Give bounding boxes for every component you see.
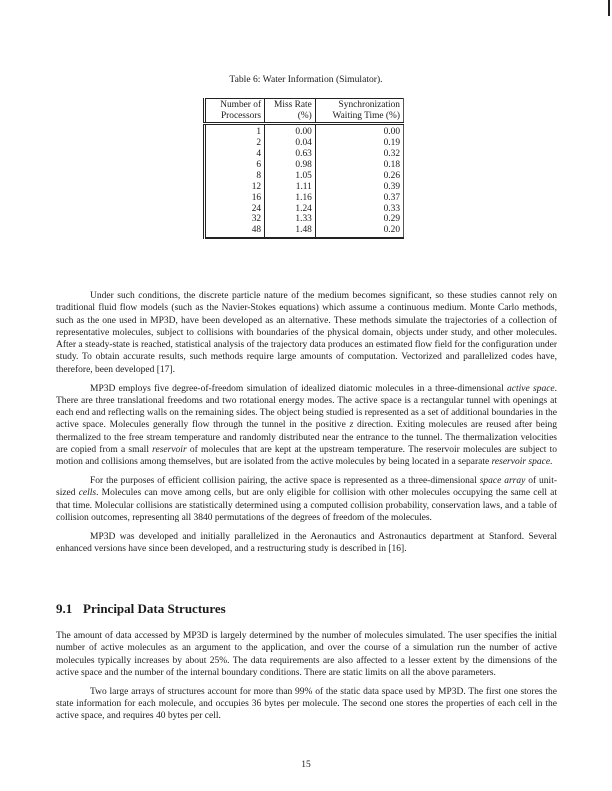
- paragraph-3-text-b: of unit-sized: [56, 476, 558, 499]
- header-sync-waiting: [315, 99, 403, 124]
- cell-sync-waiting: 0.32: [383, 149, 400, 159]
- cell-sync-waiting: 0.26: [383, 170, 400, 181]
- cell-processors: 1: [205, 124, 265, 138]
- cell-processors: 8: [205, 171, 265, 182]
- water-information-table: [203, 98, 404, 239]
- cell-miss-rate: 1.05: [265, 171, 316, 182]
- term-space-array: space array: [479, 476, 526, 487]
- paragraph-6: Two large arrays of structures account for more than 99% of the static data space used by MP3D. The first one stores the state information for each molecule, and occupies 36 bytes per molecule. The second one stores the properties of each cell in the active space, and requires 40 bytes per cell.: [56, 686, 557, 722]
- cell-processors: 6: [205, 160, 265, 171]
- paragraph-3-text-a: For the purposes of efficient collision pairing, the active space is represented as a three-dimensional: [90, 476, 480, 487]
- cell-sync-waiting: 0.20: [383, 225, 400, 236]
- table-header-row: [205, 99, 404, 124]
- water-information-table-container: [203, 98, 404, 239]
- cell-miss-rate: 1.33: [265, 214, 316, 225]
- header-sync-waiting-line2: Waiting Time (%): [332, 110, 400, 121]
- header-miss-rate: [265, 99, 316, 124]
- cell-sync-waiting: 0.19: [383, 138, 400, 149]
- header-processors-line2: Processors: [220, 110, 262, 121]
- table-row: [205, 171, 404, 182]
- cell-processors: 12: [205, 182, 265, 193]
- cell-processors: 2: [205, 138, 265, 149]
- paragraph-2-text-d: of molecules that are kept at the upstream temperature. The reservoir molecules are subject to motion and collisions among themselves, but are isolated from the active molecules by being located in a separate: [56, 445, 558, 468]
- header-processors: [205, 99, 265, 124]
- cell-processors: 4: [205, 149, 265, 160]
- table-row: [205, 138, 404, 149]
- scan-edge-mark: [608, 0, 610, 16]
- paragraph-1: Under such conditions, the discrete particle nature of the medium becomes significant, so these studies cannot rely on traditional fluid flow models (such as the Navier-Stokes equations) which assume a continuous medium. Monte Carlo methods, such as the one used in MP3D, have been developed as an alternative. These methods simulate the trajectories of a collection of representative molecules, subject to collisions with boundaries of the physical domain, objects under study, and other molecules. After a steady-state is reached, statistical analysis of the trajectory data produces an estimated flow field for the configuration under study. To obtain accurate results, such methods require large amounts of computation. Vectorized and parallelized codes have, therefore, been developed [17].: [56, 291, 557, 375]
- paragraph-2-text-e: .: [550, 457, 553, 468]
- term-cells: cells: [78, 488, 97, 499]
- paragraph-5: The amount of data accessed by MP3D is largely determined by the number of molecules simulated. The user specifies the initial number of active molecules as an argument to the application, and over the course of a simulation run the number of active molecules typically increases by about 25%. The data requirements are also affected to a lesser extent by the dimensions of the active space and the number of the internal boundary conditions. There are static limits on all the above parameters.: [56, 631, 557, 678]
- section-number: 9.1: [56, 601, 73, 616]
- paragraph-3: [56, 475, 557, 524]
- header-miss-rate-line2: (%): [297, 110, 312, 121]
- table-row: [205, 149, 404, 160]
- table-row: [205, 182, 404, 193]
- cell-miss-rate: 1.48: [265, 225, 316, 238]
- cell-processors: 32: [205, 214, 265, 225]
- cell-processors: 24: [205, 204, 265, 215]
- cell-miss-rate: 0.98: [265, 160, 316, 171]
- table-row: [205, 124, 404, 138]
- paragraph-4: MP3D was developed and initially parallelized in the Aeronautics and Astronautics department at Stanford. Several enhanced versions have since been developed, and a restructuring study is described in [16].: [56, 531, 557, 555]
- cell-miss-rate: 1.11: [265, 182, 316, 193]
- header-miss-rate-line1: Miss Rate: [274, 100, 312, 110]
- cell-sync-waiting: 0.37: [383, 192, 400, 203]
- term-active-space: active space: [507, 383, 555, 394]
- header-sync-waiting-line1: Synchronization: [338, 100, 400, 110]
- term-z: z: [349, 420, 354, 431]
- table-row: [205, 160, 404, 171]
- paragraph-2-text-c: direction. Exiting molecules are reused after being thermalized to the free stream temperature and randomly distributed near the entrance to the tunnel. The thermalization velocities are copied from a small: [56, 420, 557, 456]
- cell-sync-waiting: 0.39: [383, 181, 400, 192]
- term-reservoir: reservoir: [152, 445, 187, 456]
- cell-miss-rate: 0.63: [265, 149, 316, 160]
- body-text-lower: [56, 630, 557, 729]
- table-row: [205, 225, 404, 238]
- cell-miss-rate: 0.04: [265, 138, 316, 149]
- paragraph-2-text-a: MP3D employs five degree-of-freedom simulation of idealized diatomic molecules in a three-dimensional: [90, 383, 508, 394]
- cell-processors: 48: [205, 225, 265, 238]
- paragraph-2: [56, 383, 557, 469]
- cell-sync-waiting: 0.33: [383, 203, 400, 214]
- body-text-upper: [56, 290, 557, 562]
- cell-miss-rate: 1.16: [265, 193, 316, 204]
- cell-miss-rate: 1.24: [265, 204, 316, 215]
- table-caption: Table 6: Water Information (Simulator).: [229, 74, 383, 85]
- section-heading: [56, 601, 226, 617]
- table-row: [205, 214, 404, 225]
- cell-sync-waiting: 0.18: [383, 159, 400, 170]
- section-title: Principal Data Structures: [83, 601, 226, 616]
- term-reservoir-space: reservoir space: [491, 457, 551, 468]
- paragraph-3-text-c: . Molecules can move among cells, but are only eligible for collision with other molecules occupying the same cell at that time. Molecular collisions are statistically determined using a computed collision probability, conservation laws, and a table of collision outcomes, representing all 3840 permutations of the degrees of freedom of the molecules.: [56, 488, 557, 524]
- cell-sync-waiting: 0.29: [383, 214, 400, 225]
- header-processors-line1: Number of: [220, 100, 262, 110]
- table-body: [205, 124, 404, 239]
- cell-processors: 16: [205, 193, 265, 204]
- cell-sync-waiting: 0.00: [383, 127, 400, 138]
- table-row: [205, 193, 404, 204]
- page-number: 15: [301, 760, 311, 770]
- paragraph-2-text-b: . There are three translational freedoms and two rotational energy modes. The active space is a rectangular tunnel with openings at each end and reflecting walls on the remaining sides. The object being studied is represented as a set of additional boundaries in the active space. Molecules generally flow through the tunnel in the positive: [56, 383, 558, 431]
- cell-miss-rate: 0.00: [265, 124, 316, 138]
- table-row: [205, 204, 404, 215]
